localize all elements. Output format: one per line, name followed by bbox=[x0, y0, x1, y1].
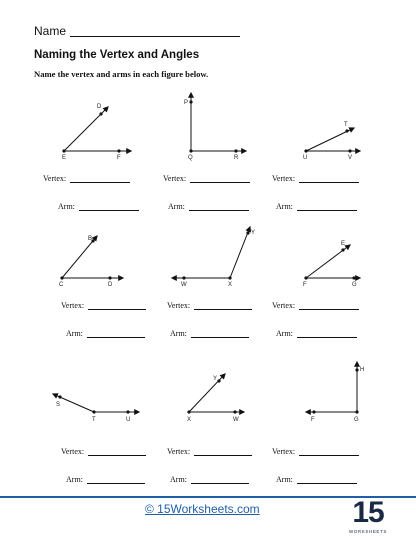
vertex-answer-3 bbox=[272, 174, 359, 183]
arm-answer-line[interactable] bbox=[297, 202, 357, 211]
point-label: G bbox=[352, 282, 357, 288]
point-label: X bbox=[187, 417, 192, 423]
arm-answer-line[interactable] bbox=[191, 475, 249, 484]
worksheet-heading: Naming the Vertex and Angles bbox=[34, 49, 200, 61]
figure-7 bbox=[53, 394, 139, 412]
point-label: F bbox=[303, 282, 307, 288]
vertex-answer-line[interactable] bbox=[299, 174, 359, 183]
vertex-label: Vertex: bbox=[272, 174, 296, 183]
footer-link[interactable]: © 15Worksheets.com bbox=[145, 502, 260, 516]
vertex-answer-7 bbox=[61, 447, 146, 456]
arm-answer-1 bbox=[58, 202, 139, 211]
vertex-answer-2 bbox=[163, 174, 250, 183]
vertex-answer-4 bbox=[61, 301, 146, 310]
figure-3 bbox=[306, 128, 360, 151]
point-label: Y bbox=[251, 230, 256, 236]
point-label: E bbox=[62, 155, 67, 161]
point-label: Q bbox=[188, 155, 193, 161]
vertex-label: Vertex: bbox=[43, 174, 67, 183]
arm-label: Arm: bbox=[276, 329, 293, 338]
point-label: B bbox=[88, 236, 93, 242]
vertex-answer-5 bbox=[167, 301, 252, 310]
point-label: H bbox=[360, 367, 365, 373]
point-label: S bbox=[56, 402, 61, 408]
vertex-label: Vertex: bbox=[272, 447, 296, 456]
vertex-answer-8 bbox=[167, 447, 252, 456]
arm-answer-3 bbox=[276, 202, 357, 211]
point-label: C bbox=[59, 282, 64, 288]
arm-answer-line[interactable] bbox=[191, 329, 249, 338]
vertex-label: Vertex: bbox=[167, 447, 191, 456]
vertex-label: Vertex: bbox=[163, 174, 187, 183]
logo-text: WORKSHEETS bbox=[348, 529, 387, 534]
logo-number: 15 bbox=[352, 496, 384, 529]
arm-answer-line[interactable] bbox=[297, 329, 357, 338]
vertex-answer-line[interactable] bbox=[299, 447, 359, 456]
arm-answer-9 bbox=[276, 475, 357, 484]
name-label: Name bbox=[34, 24, 67, 38]
arm-answer-line[interactable] bbox=[189, 202, 249, 211]
arm-answer-line[interactable] bbox=[87, 475, 145, 484]
arm-answer-line[interactable] bbox=[87, 329, 145, 338]
vertex-answer-9 bbox=[272, 447, 359, 456]
point-label: D bbox=[97, 104, 102, 110]
vertex-label: Vertex: bbox=[272, 301, 296, 310]
point-label: T bbox=[344, 122, 348, 128]
arm-answer-6 bbox=[276, 329, 357, 338]
arm-answer-7 bbox=[66, 475, 145, 484]
arm-label: Arm: bbox=[58, 202, 75, 211]
vertex-answer-line[interactable] bbox=[70, 174, 130, 183]
point-label: E bbox=[341, 241, 346, 247]
arm-label: Arm: bbox=[66, 475, 83, 484]
figure-1 bbox=[64, 107, 131, 151]
arm-label: Arm: bbox=[66, 329, 83, 338]
point-label: U bbox=[303, 155, 308, 161]
brand-logo bbox=[345, 497, 391, 537]
vertex-answer-line[interactable] bbox=[190, 174, 250, 183]
arm-label: Arm: bbox=[170, 329, 187, 338]
figure-2 bbox=[191, 93, 246, 151]
vertex-answer-line[interactable] bbox=[88, 301, 146, 310]
point-label: W bbox=[233, 417, 239, 423]
vertex-label: Vertex: bbox=[61, 447, 85, 456]
arm-answer-line[interactable] bbox=[297, 475, 357, 484]
arm-answer-line[interactable] bbox=[79, 202, 139, 211]
arm-answer-4 bbox=[66, 329, 145, 338]
vertex-answer-line[interactable] bbox=[194, 301, 252, 310]
arm-label: Arm: bbox=[276, 202, 293, 211]
point-label: T bbox=[92, 417, 96, 423]
figure-5 bbox=[172, 227, 250, 278]
arm-label: Arm: bbox=[168, 202, 185, 211]
vertex-answer-1 bbox=[43, 174, 130, 183]
point-label: W bbox=[181, 282, 187, 288]
point-label: G bbox=[354, 417, 359, 423]
point-label: D bbox=[108, 282, 113, 288]
vertex-label: Vertex: bbox=[167, 301, 191, 310]
arm-answer-8 bbox=[170, 475, 249, 484]
worksheet-instructions: Name the vertex and arms in each figure below. bbox=[34, 69, 209, 79]
arm-label: Arm: bbox=[170, 475, 187, 484]
arm-answer-2 bbox=[168, 202, 249, 211]
point-label: R bbox=[234, 155, 239, 161]
vertex-answer-6 bbox=[272, 301, 359, 310]
figure-6 bbox=[306, 245, 360, 278]
point-label: F bbox=[117, 155, 121, 161]
point-label: U bbox=[126, 417, 131, 423]
figure-9 bbox=[306, 362, 357, 412]
point-label: P bbox=[184, 100, 189, 106]
vertex-answer-line[interactable] bbox=[299, 301, 359, 310]
point-label: X bbox=[228, 282, 233, 288]
vertex-answer-line[interactable] bbox=[88, 447, 146, 456]
vertex-label: Vertex: bbox=[61, 301, 85, 310]
point-label: F bbox=[311, 417, 315, 423]
arm-label: Arm: bbox=[276, 475, 293, 484]
vertex-answer-line[interactable] bbox=[194, 447, 252, 456]
arm-answer-5 bbox=[170, 329, 249, 338]
point-label: Y bbox=[213, 376, 218, 382]
point-label: V bbox=[348, 155, 353, 161]
